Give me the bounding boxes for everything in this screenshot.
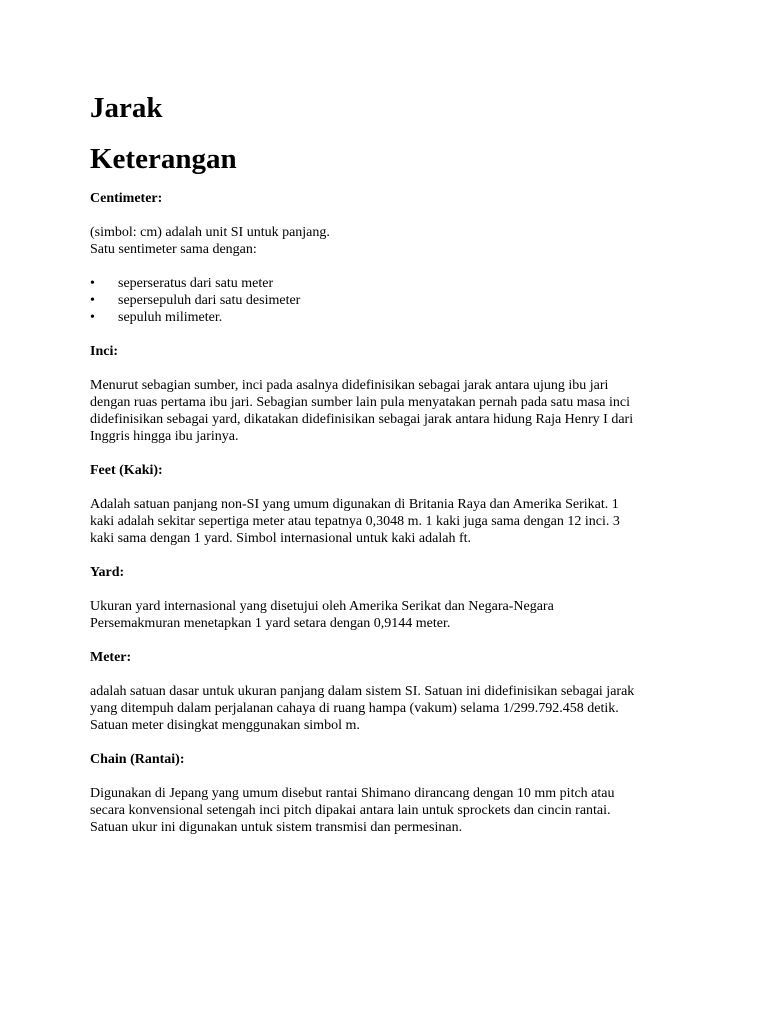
list-item-text: sepersepuluh dari satu desimeter <box>118 293 301 308</box>
document-title: Jarak <box>90 92 163 124</box>
paragraph-line: secara konvensional setengah inci pitch dipakai antara lain untuk sprockets dan cincin rantai. <box>90 803 611 818</box>
paragraph-line: didefinisikan sebagai yard, dikatakan didefinisikan sebagai jarak antara hidung Raja Henry I dari <box>90 412 634 427</box>
paragraph-line: Satuan ukur ini digunakan untuk sistem transmisi dan permesinan. <box>90 820 463 835</box>
paragraph-line: adalah satuan dasar untuk ukuran panjang dalam sistem SI. Satuan ini didefinisikan sebagai jarak <box>90 684 635 699</box>
document-subtitle: Keterangan <box>90 143 237 175</box>
section-heading-yard: Yard: <box>90 565 125 580</box>
section-heading-chain: Chain (Rantai): <box>90 752 185 767</box>
bullet-icon: • <box>90 310 95 325</box>
section-heading-inci: Inci: <box>90 344 118 359</box>
bullet-icon: • <box>90 293 95 308</box>
centimeter-bullet-list <box>90 275 690 326</box>
paragraph-line: dengan ruas pertama ibu jari. Sebagian sumber lain pula menyatakan pernah pada satu masa inci <box>90 395 630 410</box>
paragraph-line: Ukuran yard internasional yang disetujui oleh Amerika Serikat dan Negara-Negara <box>90 599 554 614</box>
list-item-text: seperseratus dari satu meter <box>118 276 274 291</box>
paragraph-line: Inggris hingga ibu jarinya. <box>90 429 239 444</box>
paragraph-line: Menurut sebagian sumber, inci pada asalnya didefinisikan sebagai jarak antara ujung ibu jari <box>90 378 609 393</box>
list-item-text: sepuluh milimeter. <box>118 310 223 325</box>
document-page <box>90 88 690 836</box>
list-item <box>90 292 690 309</box>
bullet-icon: • <box>90 276 95 291</box>
section-heading-feet: Feet (Kaki): <box>90 463 163 478</box>
paragraph-line: Adalah satuan panjang non-SI yang umum digunakan di Britania Raya dan Amerika Serikat. 1 <box>90 497 619 512</box>
centimeter-line: (simbol: cm) adalah unit SI untuk panjang. <box>90 225 330 240</box>
section-heading-meter: Meter: <box>90 650 132 665</box>
paragraph-line: Digunakan di Jepang yang umum disebut rantai Shimano dirancang dengan 10 mm pitch atau <box>90 786 615 801</box>
list-item <box>90 275 690 292</box>
list-item <box>90 309 690 326</box>
paragraph-line: Satuan meter disingkat menggunakan simbol m. <box>90 718 360 733</box>
centimeter-line: Satu sentimeter sama dengan: <box>90 242 257 257</box>
section-heading-centimeter: Centimeter: <box>90 191 163 206</box>
paragraph-line: kaki sama dengan 1 yard. Simbol internasional untuk kaki adalah ft. <box>90 531 472 546</box>
paragraph-line: yang ditempuh dalam perjalanan cahaya di ruang hampa (vakum) selama 1/299.792.458 detik. <box>90 701 619 716</box>
paragraph-line: kaki adalah sekitar sepertiga meter atau tepatnya 0,3048 m. 1 kaki juga sama dengan 12 inci. 3 <box>90 514 620 529</box>
paragraph-line: Persemakmuran menetapkan 1 yard setara dengan 0,9144 meter. <box>90 616 451 631</box>
